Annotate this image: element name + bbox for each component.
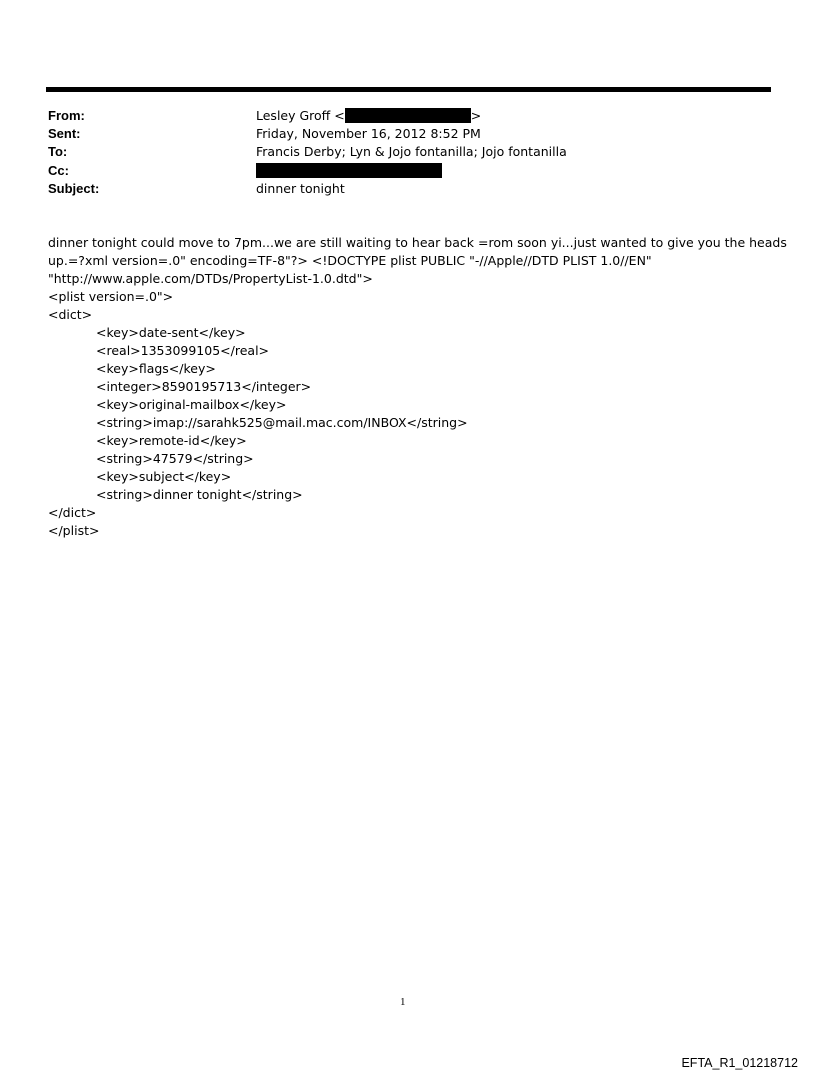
body-line: <key>original-mailbox</key> [96, 397, 287, 412]
sent-label: Sent: [48, 126, 81, 141]
from-value [256, 107, 481, 125]
from-label: From: [48, 108, 85, 123]
to-label: To: [48, 144, 68, 159]
cc-value [256, 162, 442, 180]
bates-number: EFTA_R1_01218712 [681, 1056, 798, 1070]
body-line: "http://www.apple.com/DTDs/PropertyList-1.0.dtd"> [48, 271, 373, 286]
from-close: > [470, 108, 482, 123]
body-line: </plist> [48, 523, 100, 538]
body-line: <real>1353099105</real> [96, 343, 270, 358]
body-line: up.=?xml version=.0" encoding=TF-8"?> <!DOCTYPE plist PUBLIC "-//Apple//DTD PLIST 1.0//EN" [48, 253, 652, 268]
message-body [48, 234, 787, 540]
body-line: <dict> [48, 307, 93, 322]
page-number: 1 [400, 996, 406, 1008]
body-line: <string>47579</string> [96, 451, 254, 466]
body-line: <key>date-sent</key> [96, 325, 246, 340]
body-line: <key>remote-id</key> [96, 433, 247, 448]
header-rule [46, 87, 771, 92]
body-line: <integer>8590195713</integer> [96, 379, 312, 394]
sent-value: Friday, November 16, 2012 8:52 PM [256, 126, 481, 141]
body-line: <key>subject</key> [96, 469, 232, 484]
body-line: <string>dinner tonight</string> [96, 487, 303, 502]
body-line: <plist version=.0"> [48, 289, 174, 304]
redaction-box [345, 108, 471, 123]
cc-label: Cc: [48, 163, 69, 178]
from-name: Lesley Groff < [256, 108, 345, 123]
body-line: </dict> [48, 505, 97, 520]
body-line: <key>flags</key> [96, 361, 216, 376]
redaction-box [256, 163, 442, 178]
subject-label: Subject: [48, 181, 100, 196]
to-value: Francis Derby; Lyn & Jojo fontanilla; Jojo fontanilla [256, 144, 567, 159]
body-line: dinner tonight could move to 7pm...we are still waiting to hear back =rom soon yi...just wanted to give you the heads [48, 235, 787, 250]
subject-value: dinner tonight [256, 181, 345, 196]
body-line: <string>imap://sarahk525@mail.mac.com/INBOX</string> [96, 415, 468, 430]
